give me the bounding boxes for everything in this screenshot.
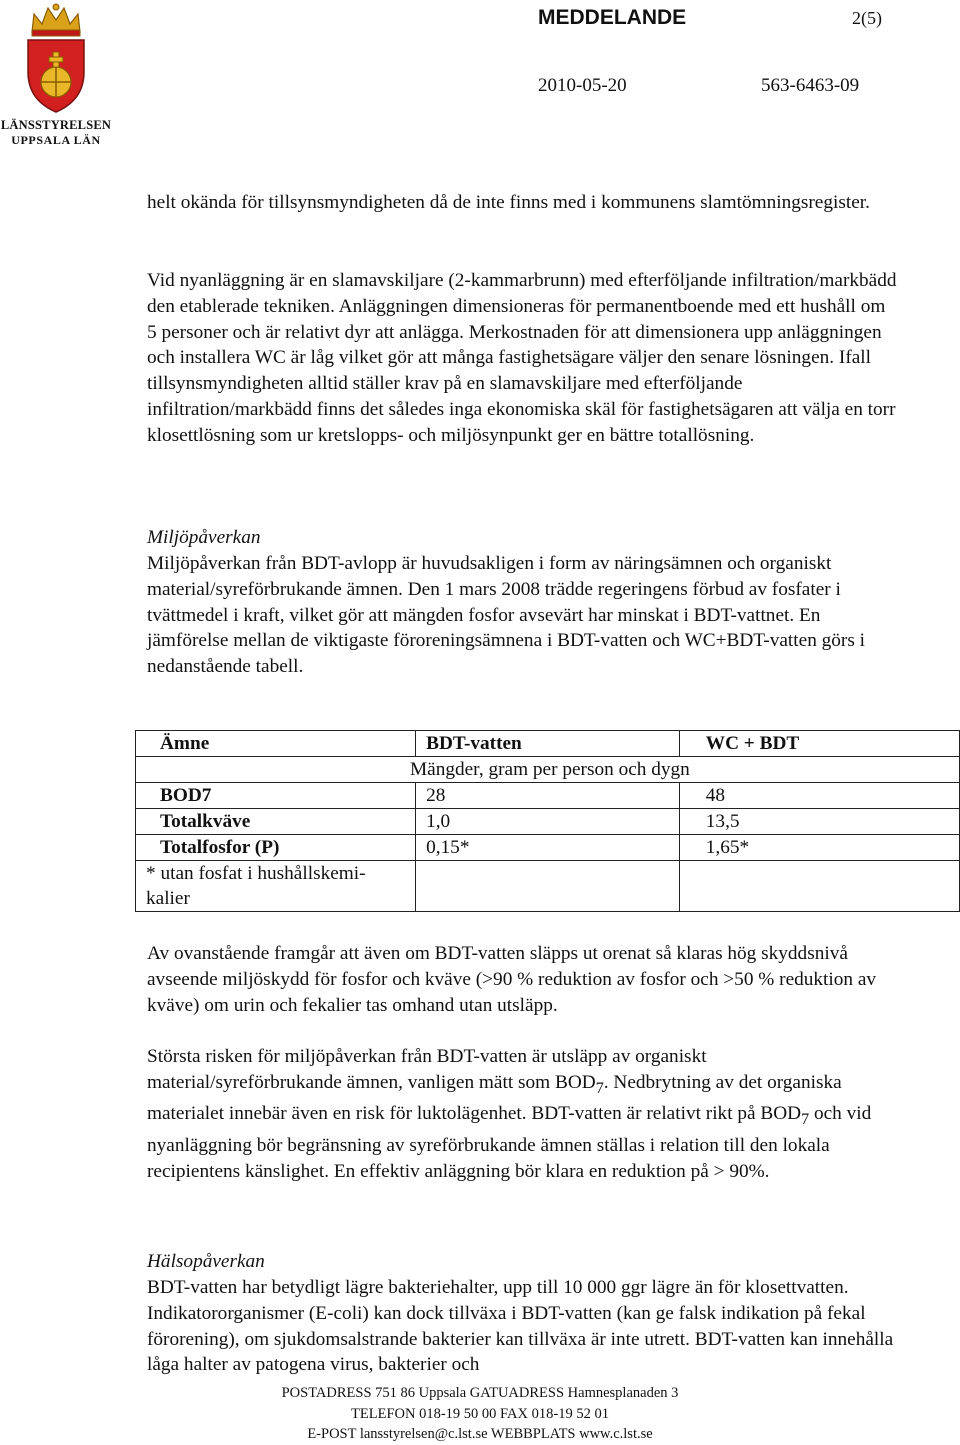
paragraph-5-text-a: Största risken för miljöpåverkan från BDT-vatten är utsläpp av organiskt material/syreförbrukande ämnen, vanligen mätt som BOD <box>147 1046 707 1093</box>
table-cell: Totalfosfor (P) <box>136 835 416 861</box>
table-cell: 1,0 <box>416 809 680 835</box>
footer-phone: TELEFON 018-19 50 00 FAX 018-19 52 01 <box>351 1406 609 1422</box>
logo-text-line1: LÄNSSTYRELSEN <box>0 118 112 132</box>
table-row <box>136 783 960 809</box>
table-note-row <box>136 861 960 912</box>
table-cell: 28 <box>416 783 680 809</box>
page-number: 2(5) <box>852 8 882 28</box>
paragraph-1: helt okända för tillsynsmyndigheten då de inte finns med i kommunens slamtömningsregister. <box>147 192 870 213</box>
document-date: 2010-05-20 <box>538 75 627 96</box>
table-cell: 48 <box>679 783 959 809</box>
heading-halsopaverkan: Hälsopåverkan <box>147 1251 265 1272</box>
table-header-row <box>136 731 960 757</box>
table-empty-cell <box>679 861 959 912</box>
table-cell: BOD7 <box>136 783 416 809</box>
logo-text-line2: UPPSALA LÄN <box>11 133 101 147</box>
document-reference: 563-6463-09 <box>761 75 860 96</box>
table-header-cell: Ämne <box>136 731 416 757</box>
table-cell: Totalkväve <box>136 809 416 835</box>
table-header-cell: WC + BDT <box>679 731 959 757</box>
paragraph-5-text-b: . Nedbrytning av det organiska materialet innebär även en risk för luktolägenhet. BDT-vatten är relativt rikt på BOD <box>147 1071 842 1125</box>
table-unit-cell: Mängder, gram per person och dygn <box>136 757 960 783</box>
paragraph-3: Miljöpåverkan från BDT-avlopp är huvudsakligen i form av näringsämnen och organiskt material/syreförbrukande ämnen. Den 1 mars 2008 trädde regeringens förbud av fosfater i tvättmedel i kraft, vilket gör att mängden fosfor avsevärt har minskat i BDT-vattnet. En jämförelse mellan de viktigaste föroreningsämnena i BDT-vatten och WC+BDT-vatten görs i nedanstående tabell. <box>147 553 866 678</box>
table-cell: 0,15* <box>416 835 680 861</box>
table-row <box>136 835 960 861</box>
subscript-7: 7 <box>801 1111 810 1129</box>
table-unit-row <box>136 757 960 783</box>
table-cell: 13,5 <box>679 809 959 835</box>
agency-logo <box>0 2 112 152</box>
table-note-cell: * utan fosfat i hushållskemi-kalier <box>136 861 416 912</box>
heading-miljopaverkan: Miljöpåverkan <box>147 527 261 548</box>
table-header-cell: BDT-vatten <box>416 731 680 757</box>
paragraph-2: Vid nyanläggning är en slamavskiljare (2-kammarbrunn) med efterföljande infiltration/markbädd den etablerade tekniken. Anläggningen dimensioneras för permanentboende med ett hushåll om 5 personer och är relativt dyr att anlägga. Merkostnaden för att dimensionera upp anläggningen och installera WC är låg vilket gör att många fastighetsägare väljer den senare lösningen. Ifall tillsynsmyndigheten alltid ställer krav på en slamavskiljare med efterföljande infiltration/markbädd finns det således inga ekonomiska skäl för fastighetsägaren att välja en torr klosettlösning som ur kretslopps- och miljösynpunkt ger en bättre totallösning. <box>147 270 897 446</box>
paragraph-5 <box>147 1044 897 1185</box>
paragraph-4: Av ovanstående framgår att även om BDT-vatten släpps ut orenat så klaras hög skyddsnivå avseende miljöskydd för fosfor och kväve (>90 % reduktion av fosfor och >50 % reduktion av kväve) om urin och fekalier tas omhand utan utsläpp. <box>147 943 877 1016</box>
paragraph-6: BDT-vatten har betydligt lägre bakteriehalter, upp till 10 000 ggr lägre än för klosettvatten. Indikatororganismer (E-coli) kan dock tillväxa i BDT-vatten (kan ge falsk indikation på fekal förorening), om sjukdomsalstrande bakterier kan tillväxa är inte utrett. BDT-vatten kan innehålla låga halter av patogena virus, bakterier och <box>147 1277 894 1376</box>
table-row <box>136 809 960 835</box>
pollutant-comparison-table <box>135 730 960 912</box>
footer-contact: E-POST lansstyrelsen@c.lst.se WEBBPLATS www.c.lst.se <box>307 1426 653 1442</box>
paragraph-5-text-c: och vid nyanläggning bör begränsning av syreförbrukande ämnen ställas i relation till den lokala recipientens känslighet. En effektiv anläggning bör klara en reduktion på > 90%. <box>147 1103 872 1182</box>
subscript-7: 7 <box>595 1079 604 1097</box>
table-empty-cell <box>416 861 680 912</box>
footer-address: POSTADRESS 751 86 Uppsala GATUADRESS Hamnesplanaden 3 <box>281 1385 679 1401</box>
coat-of-arms-icon <box>22 2 90 114</box>
document-type: MEDDELANDE <box>538 6 687 29</box>
table-cell: 1,65* <box>679 835 959 861</box>
